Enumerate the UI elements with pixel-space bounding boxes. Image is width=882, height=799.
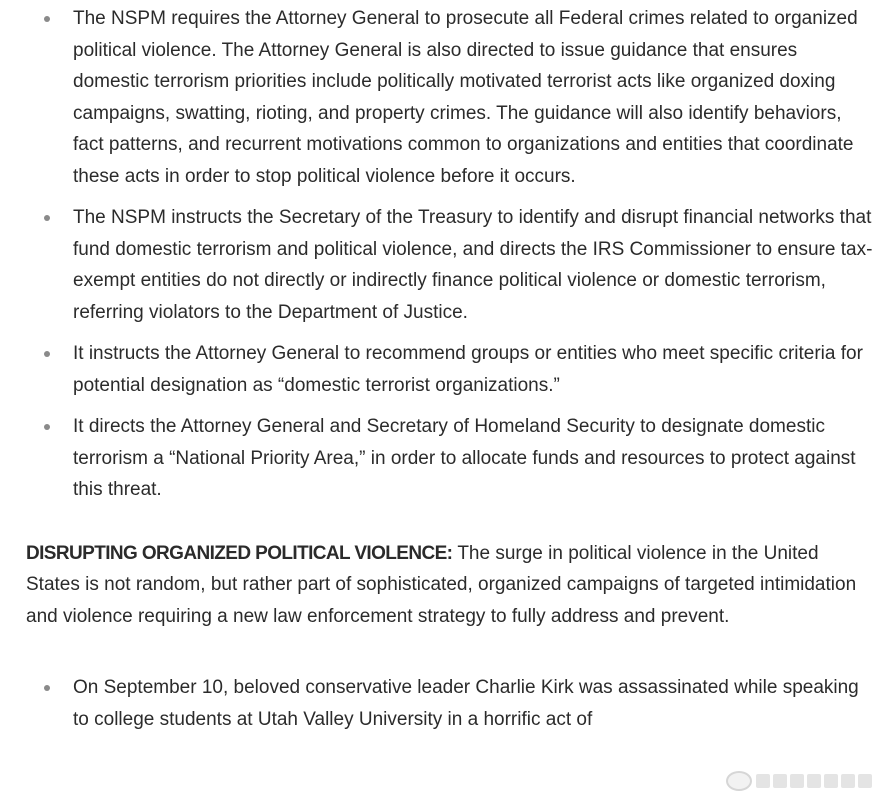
list-item	[0, 338, 882, 401]
bullet-dot-icon	[44, 351, 50, 357]
bullet-list-top	[0, 3, 882, 506]
bullet-dot-icon	[44, 16, 50, 22]
list-item-text: The NSPM instructs the Secretary of the Treasury to identify and disrupt financial networks that fund domestic terrorism and political violence, and directs the IRS Commissioner to ensure tax-exempt entities do not directly or indirectly finance political violence or domestic terrorism, referring violators to the Department of Justice.	[73, 207, 873, 323]
watermark	[726, 771, 872, 791]
watermark-logo-icon	[726, 771, 752, 791]
article-content	[0, 3, 882, 745]
watermark-bars	[756, 774, 872, 788]
bullet-dot-icon	[44, 215, 50, 221]
list-item-text: On September 10, beloved conservative leader Charlie Kirk was assassinated while speaking to college students at Utah Valley University in a horrific act of	[73, 677, 859, 730]
list-item	[0, 411, 882, 506]
list-item	[0, 672, 882, 735]
bullet-dot-icon	[44, 424, 50, 430]
list-item	[0, 3, 882, 192]
section-heading: DISRUPTING ORGANIZED POLITICAL VIOLENCE:	[26, 542, 453, 564]
bullet-list-bottom	[0, 672, 882, 735]
list-item-text: The NSPM requires the Attorney General to prosecute all Federal crimes related to organized political violence. The Attorney General is also directed to issue guidance that ensures domestic terrorism priorities include politically motivated terrorist acts like organized doxing campaigns, swatting, rioting, and property crimes. The guidance will also identify behaviors, fact patterns, and recurrent motivations common to organizations and entities that coordinate these acts in order to stop political violence before it occurs.	[73, 8, 858, 187]
list-item-text: It instructs the Attorney General to recommend groups or entities who meet specific criteria for potential designation as “domestic terrorist organizations.”	[73, 343, 863, 396]
bullet-dot-icon	[44, 685, 50, 691]
section-paragraph	[26, 538, 874, 633]
list-item	[0, 202, 882, 328]
section-body: The surge in political violence in the United States is not random, but rather part of sophisticated, organized campaigns of targeted intimidation and violence requiring a new law enforcement strategy to fully address and prevent.	[26, 542, 857, 627]
list-item-text: It directs the Attorney General and Secretary of Homeland Security to designate domestic terrorism a “National Priority Area,” in order to allocate funds and resources to protect against this threat.	[73, 416, 856, 500]
